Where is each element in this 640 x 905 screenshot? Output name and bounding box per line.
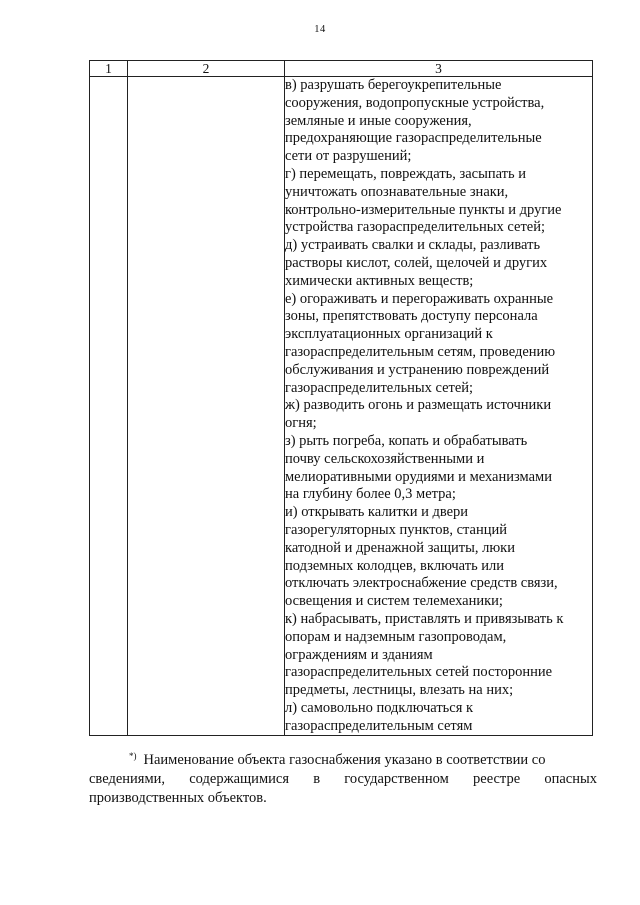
restriction-line: газораспределительным сетям, проведению [285,343,556,360]
restriction-line: катодной и дренажной защиты, люки [285,539,515,556]
restriction-line: сооружения, водопропускные устройства, [285,94,545,111]
restriction-line: л) самовольно подключаться к [285,699,474,716]
restriction-line: газораспределительных сетей; [285,379,474,396]
restriction-line: е) огораживать и перегораживать охранные [285,290,554,307]
page-number: 14 [314,24,326,35]
restriction-line: ж) разводить огонь и размещать источники [285,397,552,414]
table-cell-col1 [90,77,128,736]
column-header-1: 1 [90,61,128,77]
restriction-line: газорегуляторных пунктов, станций [285,521,507,538]
restriction-line: эксплуатационных организаций к [285,326,493,343]
footnote-text-1: Наименование объекта газоснабжения указано в соответствии со [143,752,546,768]
restriction-line: земляные и иные сооружения, [285,112,472,129]
restriction-line: з) рыть погреба, копать и обрабатывать [285,432,528,449]
column-header-3: 3 [285,61,593,77]
restriction-line: растворы кислот, солей, щелочей и других [285,254,548,271]
footnote-line-3: производственных объектов. [89,790,267,806]
restriction-line: предметы, лестницы, влезать на них; [285,682,514,699]
table-row [90,77,593,736]
restriction-line: в) разрушать берегоукрепительные [285,77,502,93]
restriction-line: и) открывать калитки и двери [285,504,469,521]
restriction-line: мелиоративными орудиями и механизмами [285,468,552,485]
restriction-line: газораспределительным сетям [285,717,473,734]
restriction-line: химически активных веществ; [285,272,474,289]
restriction-line: обслуживания и устранению повреждений [285,361,550,378]
restriction-line: освещения и систем телемеханики; [285,593,503,610]
restriction-line: подземных колодцев, включать или [285,557,505,574]
restriction-line: зоны, препятствовать доступу персонала [285,308,538,325]
table-header-row [90,61,593,77]
footnote-marker: *) [129,751,137,761]
restriction-line: отключать электроснабжение средств связи, [285,575,558,592]
column-header-2: 2 [128,61,285,77]
restriction-line: устройства газораспределительных сетей; [285,219,546,236]
restriction-line: контрольно-измерительные пункты и другие [285,201,562,218]
restriction-line: газораспределительных сетей посторонние [285,664,553,681]
restriction-line: г) перемещать, повреждать, засыпать и [285,165,527,182]
footnote-line-1 [89,747,597,770]
footnote [89,747,597,808]
restriction-line: к) набрасывать, приставлять и привязывать к [285,610,564,627]
table-cell-col3 [285,77,593,736]
table-cell-col2 [128,77,285,736]
restriction-line: ограждениям и зданиям [285,646,433,663]
restriction-line: д) устраивать свалки и склады, разливать [285,237,541,254]
restriction-line: сети от разрушений; [285,148,412,165]
restriction-line: огня; [285,415,317,432]
restriction-line: предохраняющие газораспределительные [285,130,542,147]
restriction-line: почву сельскохозяйственными и [285,450,485,467]
restriction-line: на глубину более 0,3 метра; [285,486,456,503]
restrictions-table [89,60,593,736]
restriction-line: опорам и надземным газопроводам, [285,628,507,645]
restriction-line: уничтожать опознавательные знаки, [285,183,509,200]
footnote-line-2: сведениями, содержащимися в государственном реестре опасных [89,771,597,787]
